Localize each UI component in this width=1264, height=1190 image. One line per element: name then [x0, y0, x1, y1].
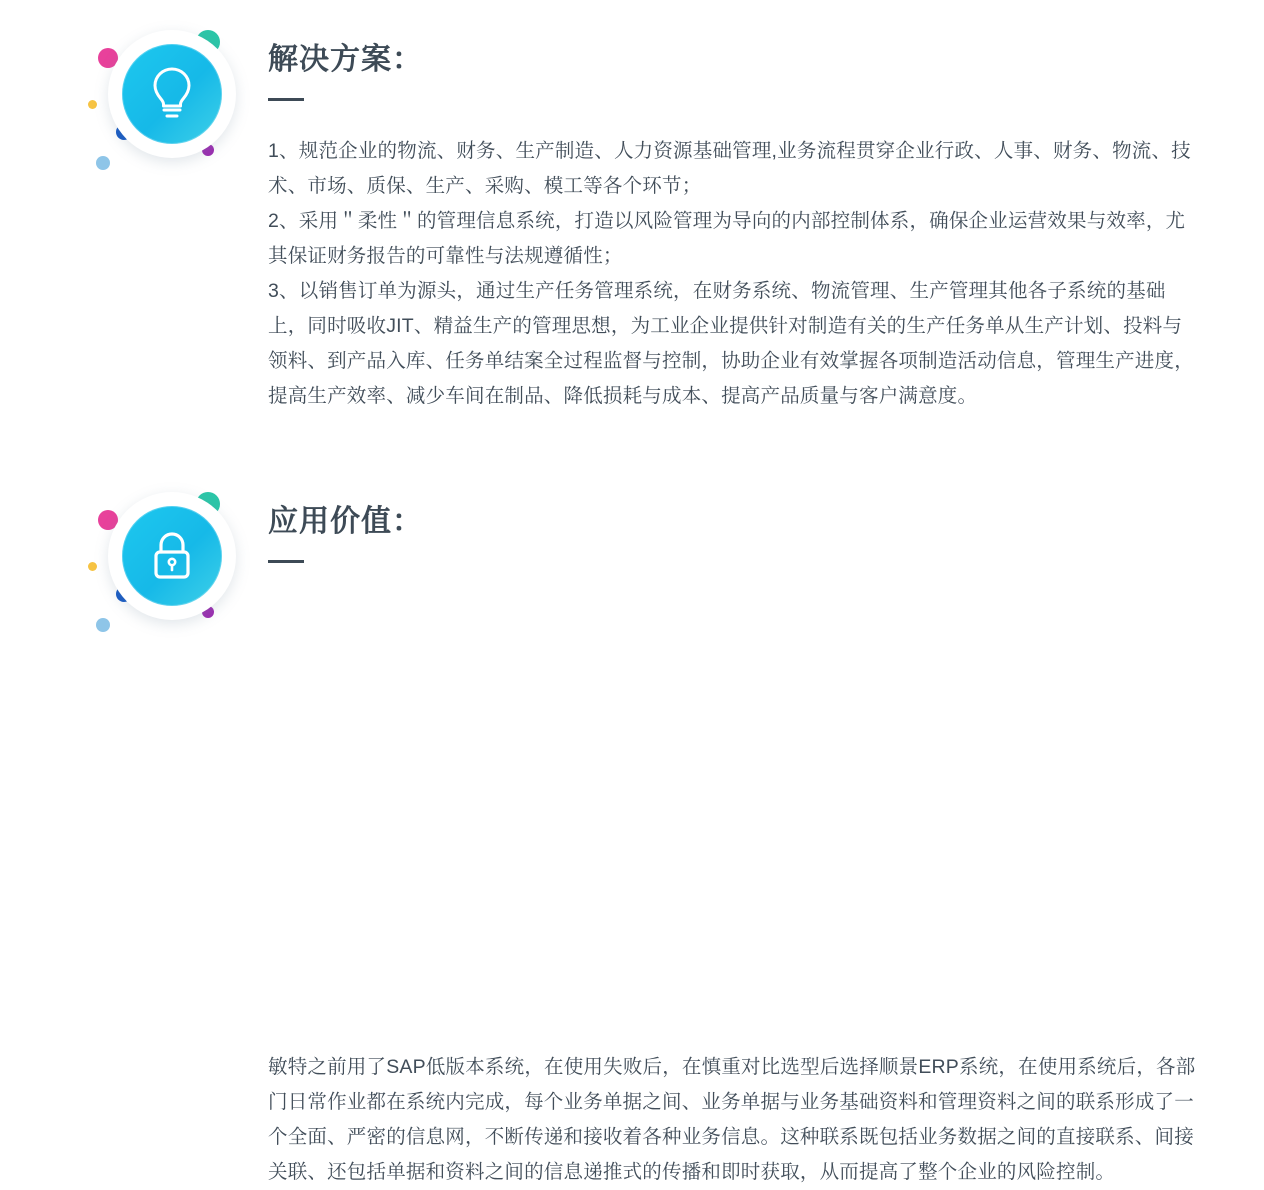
decorative-dot-yellow	[88, 562, 97, 571]
lock-icon	[122, 506, 222, 606]
solution-paragraph-1: 1、规范企业的物流、财务、生产制造、人力资源基础管理,业务流程贯穿企业行政、人事、财务、物流、技术、市场、质保、生产、采购、模工等各个环节；	[268, 140, 1191, 197]
page-title-solution: 解决方案：	[268, 43, 423, 76]
value-heading-block	[268, 502, 423, 563]
value-paragraph-1: 敏特之前用了SAP低版本系统，在使用失败后，在慎重对比选型后选择顺景ERP系统，在使用系统后，各部门日常作业都在系统内完成，每个业务单据之间、业务单据与业务基础资料和管理资料之间的联系形成了一个全面、严密的信息网，不断传递和接收着各种业务信息。这种联系既包括业务数据之间的直接联系、间接关联、还包括单据和资料之间的信息递推式的传播和即时获取，从而提高了整个企业的风险控制。	[268, 1056, 1196, 1183]
solution-paragraph-3: 3、以销售订单为源头，通过生产任务管理系统，在财务系统、物流管理、生产管理其他各子系统的基础上，同时吸收JIT、精益生产的管理思想，为工业企业提供针对制造有关的生产任务单从生产计划、投料与领料、到产品入库、任务单结案全过程监督与控制，协助企业有效掌握各项制造活动信息，管理生产进度，提高生产效率、减少车间在制品、降低损耗与成本、提高产品质量与客户满意度。	[268, 280, 1194, 407]
value-icon-badge	[78, 474, 264, 660]
heading-rule	[268, 560, 304, 563]
decorative-dot-lightblue	[96, 618, 110, 632]
solution-paragraph-2: 2、采用＂柔性＂的管理信息系统，打造以风险管理为导向的内部控制体系，确保企业运营效果与效率，尤其保证财务报告的可靠性与法规遵循性；	[268, 210, 1186, 267]
solution-body-text	[268, 134, 1198, 414]
value-body-text	[268, 1050, 1198, 1190]
page-title-value: 应用价值：	[268, 505, 423, 538]
decorative-dot-lightblue	[96, 156, 110, 170]
solution-heading-block	[268, 40, 423, 101]
heading-rule	[268, 98, 304, 101]
solution-icon-badge	[78, 12, 264, 198]
decorative-dot-yellow	[88, 100, 97, 109]
lightbulb-icon	[122, 44, 222, 144]
